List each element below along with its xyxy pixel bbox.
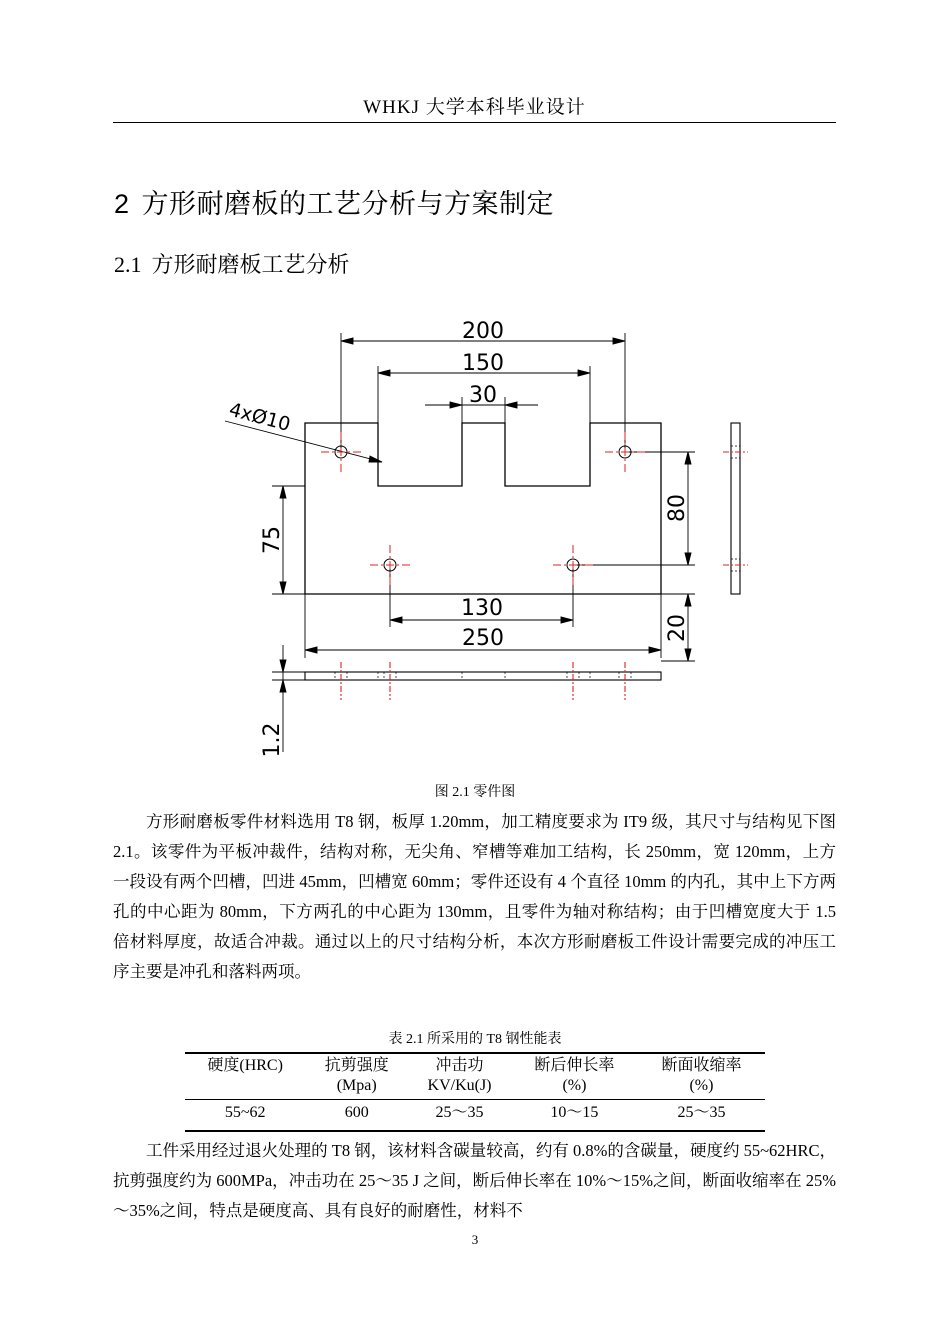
dim-150: 150 <box>462 351 504 376</box>
section-title: 方形耐磨板的工艺分析与方案制定 <box>141 189 555 220</box>
header-line1: 断后伸长率 <box>534 1057 615 1074</box>
table-header-cell <box>305 1053 408 1100</box>
dim-1-2: 1.2 <box>260 722 285 758</box>
figure-caption: 图 2.1 零件图 <box>434 785 516 800</box>
table-header-cell <box>185 1053 305 1100</box>
subsection-number: 2.1 <box>114 252 142 277</box>
header-line1: 抗剪强度 <box>324 1057 389 1074</box>
part-drawing <box>210 300 750 770</box>
header-line2: (Mpa) <box>336 1077 377 1094</box>
header-line2: KV/Ku(J) <box>427 1077 492 1094</box>
dim-130: 130 <box>461 596 503 621</box>
dim-20: 20 <box>665 614 690 642</box>
page-number: 3 <box>471 1232 479 1247</box>
dim-75: 75 <box>260 526 285 554</box>
paragraph-1: 方形耐磨板零件材料选用 T8 钢，板厚 1.20mm，加工精度要求为 IT9 级，其尺寸与结构见下图 2.1。该零件为平板冲裁件，结构对称，无尖角、窄槽等难加工结构，长 250mm，宽 120mm，上方一段设有两个凹槽，凹进 45mm，凹槽宽 60mm；零件还设有 4 个直径 10mm 的内孔，其中上下方两孔的中心距为 80mm，下方两孔的中心距为 130mm，且零件为轴对称结构；由于凹槽宽度大于 1.5 倍材料厚度，故适合冲裁。通过以上的尺寸结构分析，本次方形耐磨板工件设计需要完成的冲压工序主要是冲孔和落料两项。 <box>113 812 836 981</box>
table-cell: 55~62 <box>185 1100 305 1132</box>
dimension-lines <box>225 338 691 752</box>
header-rule <box>113 122 836 123</box>
side-view <box>723 423 748 594</box>
dimension-labels <box>227 319 690 758</box>
table-cell: 10～15 <box>511 1100 638 1132</box>
table-cell: 600 <box>305 1100 408 1132</box>
paragraph-2: 工件采用经过退火处理的 T8 钢，该材料含碳量较高，约有 0.8%的含碳量，硬度约 55~62HRC，抗剪强度约为 600MPa，冲击功在 25～35 J 之间，断后伸长率在 10%～15%之间，断面收缩率在 25%～35%之间，特点是硬度高、具有良好的耐磨性，材料不 <box>113 1141 836 1220</box>
subsection-title: 方形耐磨板工艺分析 <box>151 253 350 278</box>
table-header-cell <box>638 1053 765 1100</box>
bottom-view <box>305 662 661 700</box>
table-cell: 25～35 <box>408 1100 511 1132</box>
table-header-cell <box>408 1053 511 1100</box>
steel-properties-table <box>185 1052 765 1132</box>
header-line2: (%) <box>689 1077 714 1094</box>
section-heading <box>114 182 554 221</box>
dim-80: 80 <box>665 494 690 522</box>
running-header: WHKJ 大学本科毕业设计 <box>363 97 586 118</box>
table-caption: 表 2.1 所采用的 T8 钢性能表 <box>388 1032 562 1047</box>
table-row <box>185 1100 765 1132</box>
table-header-row <box>185 1053 765 1100</box>
section-number: 2 <box>114 189 130 219</box>
table-cell: 25～35 <box>638 1100 765 1132</box>
part-outline <box>305 423 661 594</box>
hole-marks <box>321 432 645 585</box>
dim-250: 250 <box>462 626 504 651</box>
header-line1: 断面收缩率 <box>661 1057 742 1074</box>
dim-holes: 4xØ10 <box>226 398 293 436</box>
table-header-cell <box>511 1053 638 1100</box>
header-line2: (%) <box>562 1077 587 1094</box>
subsection-heading <box>114 248 350 279</box>
dim-30: 30 <box>469 383 497 408</box>
header-line1: 硬度(HRC) <box>207 1057 283 1074</box>
header-line1: 冲击功 <box>435 1057 484 1074</box>
dim-200: 200 <box>462 319 504 344</box>
